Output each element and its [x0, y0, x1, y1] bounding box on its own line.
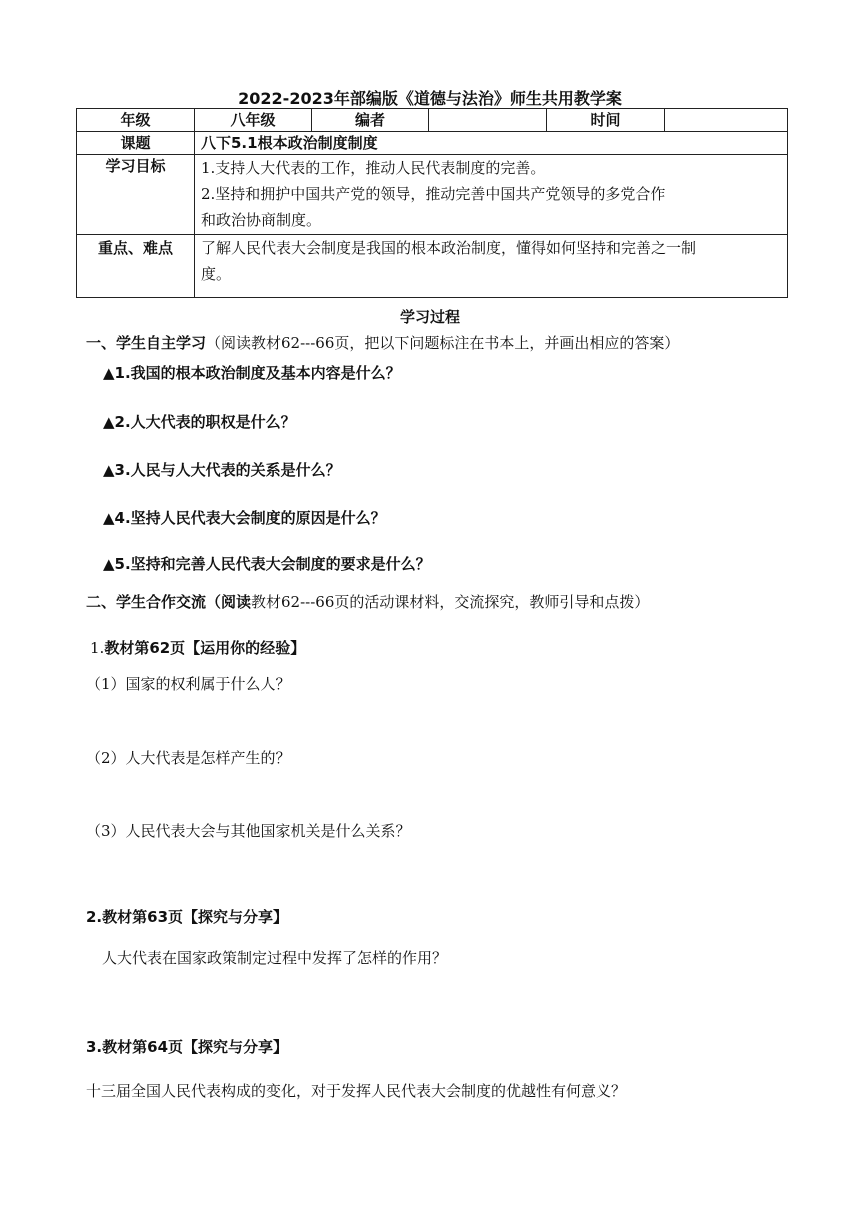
part1-note: （阅读教材62---66页，把以下问题标注在书本上，并画出相应的答案） [206, 334, 680, 352]
item1-question-1: （1）国家的权利属于什么人？ [86, 675, 291, 693]
key-cell [195, 235, 788, 298]
question-3: ▲3.人民与人大代表的关系是什么？ [103, 461, 341, 479]
goal-line: 2.坚持和拥护中国共产党的领导，推动完善中国共产党领导的多党合作 [201, 185, 666, 203]
time-label: 时间 [547, 109, 665, 132]
key-label: 重点、难点 [77, 235, 195, 298]
item1-title-line [90, 637, 305, 658]
part2-heading: 二、学生合作交流（阅读 [86, 593, 252, 611]
goals-label: 学习目标 [77, 155, 195, 235]
topic-label: 课题 [77, 132, 195, 155]
question-4: ▲4.坚持人民代表大会制度的原因是什么？ [103, 509, 386, 527]
key-line: 度。 [201, 265, 232, 283]
part1-heading: 一、学生自主学习 [86, 334, 207, 352]
table-row [77, 235, 788, 298]
topic-value: 八下5.1根本政治制度制度 [195, 132, 788, 155]
item1-title: 教材第62页【运用你的经验】 [104, 639, 306, 657]
goal-line: 和政治协商制度。 [201, 211, 322, 229]
part1-heading-line [86, 332, 679, 353]
key-line: 了解人民代表大会制度是我国的根本政治制度，懂得如何坚持和完善之一制 [201, 239, 697, 257]
item1-question-2: （2）人大代表是怎样产生的？ [86, 749, 291, 767]
time-value [665, 109, 788, 132]
goals-cell [195, 155, 788, 235]
item3-title: 3.教材第64页【探究与分享】 [86, 1038, 289, 1056]
item2-title: 2.教材第63页【探究与分享】 [86, 908, 289, 926]
question-5: ▲5.坚持和完善人民代表大会制度的要求是什么？ [103, 555, 431, 573]
table-row [77, 109, 788, 132]
process-title: 学习过程 [399, 308, 460, 326]
item3-question: 十三届全国人民代表构成的变化，对于发挥人民代表大会制度的优越性有何意义？ [86, 1082, 627, 1100]
part2-heading-line [86, 591, 649, 612]
table-row [77, 155, 788, 235]
editor-label: 编者 [312, 109, 429, 132]
grade-value: 八年级 [195, 109, 312, 132]
editor-value [429, 109, 547, 132]
lesson-info-table [76, 108, 788, 298]
document-title: 2022-2023年部编版《道德与法治》师生共用教学案 [238, 89, 622, 108]
question-1: ▲1.我国的根本政治制度及基本内容是什么？ [103, 364, 401, 382]
goal-line: 1.支持人大代表的工作，推动人民代表制度的完善。 [201, 159, 546, 177]
item1-number: 1. [90, 639, 105, 657]
item1-question-3: （3）人民代表大会与其他国家机关是什么关系？ [86, 822, 411, 840]
grade-label: 年级 [77, 109, 195, 132]
part2-note: 教材62---66页的活动课材料，交流探究，教师引导和点拨） [251, 593, 650, 611]
table-row [77, 132, 788, 155]
item2-question: 人大代表在国家政策制定过程中发挥了怎样的作用？ [102, 949, 448, 967]
question-2: ▲2.人大代表的职权是什么？ [103, 413, 296, 431]
